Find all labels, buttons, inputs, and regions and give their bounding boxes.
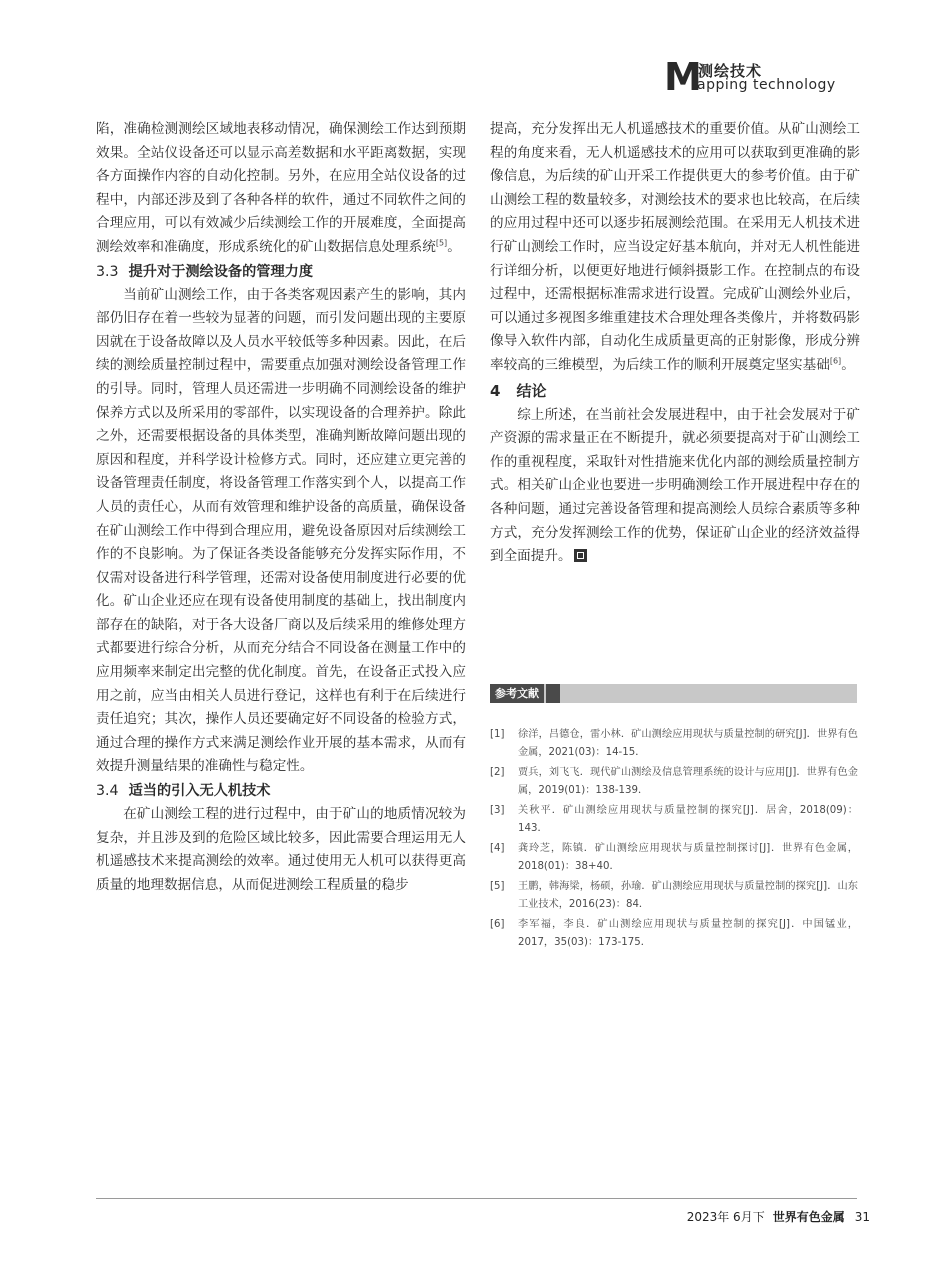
reference-item (490, 840, 858, 875)
reference-text: 李军福，李良．矿山测绘应用现状与质量控制的探究[J]．中国锰业，2017，35(03)：173-175． (518, 919, 858, 948)
paragraph: 当前矿山测绘工作，由于各类客观因素产生的影响，其内部仍旧存在着一些较为显著的问题，而引发问题出现的主要原因就在于设备故障以及人员水平较低等多种因素。因此，在后续的测绘质量控制过程中，需要重点加强对测绘设备管理工作的引导。同时，管理人员还需进一步明确不同测绘设备的维护保养方式以及所采用的零部件，以实现设备的合理养护。除此之外，还需要根据设备的具体类型，准确判断故障问题出现的原因和程度，并科学设计检修方式。同时，还应建立更完善的设备管理责任制度，将设备管理工作落实到个人，以提高工作人员的责任心，从而有效管理和维护设备的高质量，确保设备在矿山测绘工作中得到合理应用，避免设备原因对后续测绘工作的不良影响。为了保证各类设备能够充分发挥实际作用，不仅需对设备进行科学管理，还需对设备使用制度进行必要的优化。矿山企业还应在现有设备使用制度的基础上，找出制度内部存在的缺陷，对于各大设备厂商以及后续采用的维修处理方式都要进行综合分析，从而充分结合不同设备在测量工作中的应用频率来制定出完整的优化制度。首先，在设备正式投入应用之前，应当由相关人员进行登记，这样也有利于在后续进行责任追究；其次，操作人员还要确定好不同设备的检验方式，通过合理的操作方式来满足测绘作业开展的基本需求，从而有效提升测量结果的准确性与稳定性。 (96, 286, 466, 775)
magazine-name: 世界有色金属 (772, 1210, 845, 1224)
page-number: 31 (854, 1210, 870, 1224)
reference-number: [6] (490, 919, 505, 930)
logo-chinese-title: 测绘技术 (698, 62, 763, 80)
section-title: 结论 (516, 381, 547, 400)
end-mark-icon (574, 549, 587, 562)
issue-date: 2023年 6月下 (686, 1210, 765, 1224)
page-footer (687, 1208, 870, 1225)
section-number: 3.3 (96, 263, 119, 280)
reference-text: 王鹏，韩海梁，杨硕，孙瑜．矿山测绘应用现状与质量控制的探究[J]．山东工业技术，2016(23)：84． (518, 881, 858, 910)
references-label: 参考文献 (490, 684, 544, 703)
punctuation: 。 (447, 238, 461, 255)
reference-item (490, 764, 858, 799)
paragraph-text: 提高，充分发挥出无人机遥感技术的重要价值。从矿山测绘工程的角度来看，无人机遥感技术的应用可以获取到更准确的影像信息，为后续的矿山开采工作提供更大的参考价值。由于矿山测绘工程的数量较多，对测绘技术的要求也比较高，在后续的应用过程中还可以逐步拓展测绘范围。在采用无人机技术进行矿山测绘工作时，应当设定好基本航向，并对无人机性能进行详细分析，以便更好地进行倾斜摄影工作。在控制点的布设过程中，还需根据标准需求进行设置。完成矿山测绘外业后，可以通过多视图多维重建技术合理处理各类像片，并将数码影像导入软件内部，自动化生成质量更高的正射影像，形成分辨率较高的三维模型，为后续工作的顺利开展奠定坚实基础 (490, 121, 860, 373)
paragraph (490, 404, 860, 569)
footer-divider (96, 1198, 857, 1199)
reference-text: 徐洋，吕德仓，雷小林．矿山测绘应用现状与质量控制的研究[J]．世界有色金属，2021(03)：14-15． (518, 729, 858, 758)
section-title: 适当的引入无人机技术 (128, 783, 271, 800)
section-heading-3-3 (96, 260, 466, 284)
reference-number: [4] (490, 843, 505, 854)
reference-number: [2] (490, 767, 505, 778)
reference-item (490, 878, 858, 913)
reference-text: 龚玲芝，陈镇．矿山测绘应用现状与质量控制探讨[J]．世界有色金属，2018(01)：38+40． (518, 843, 858, 872)
paragraph-text: 陷，准确检测测绘区域地表移动情况，确保测绘工作达到预期效果。全站仪设备还可以显示高差数据和水平距离数据，实现各方面操作内容的自动化控制。另外，在应用全站仪设备的过程中，内部还涉及到了各种各样的软件，通过不同软件之间的合理应用，可以有效减少后续测绘工作的开展难度，全面提高测绘效率和准确度，形成系统化的矿山数据信息处理系统 (96, 121, 466, 255)
reference-number: [5] (490, 881, 505, 892)
reference-item (490, 916, 858, 951)
references-header (490, 684, 857, 703)
paragraph: 在矿山测绘工程的进行过程中，由于矿山的地质情况较为复杂，并且涉及到的危险区域比较多，因此需要合理运用无人机遥感技术来提高测绘的效率。通过使用无人机可以获得更高质量的地理数据信息，从而促进测绘工程质量的稳步 (96, 806, 466, 893)
reference-item (490, 726, 858, 761)
reference-number: [1] (490, 729, 505, 740)
section-heading-3-4 (96, 779, 466, 803)
logo-letter: M (664, 55, 702, 99)
section-number: 3.4 (96, 783, 119, 800)
section-title: 提升对于测绘设备的管理力度 (128, 263, 314, 280)
right-column (490, 118, 860, 569)
paragraph-text: 综上所述，在当前社会发展进程中，由于社会发展对于矿产资源的需求量正在不断提升，就必须要提高对于矿山测绘工作的重视程度，采取针对性措施来优化内部的测绘质量控制方式。相关矿山企业也要进一步明确测绘工作开展进程中存在的各种问题，通过完善设备管理和提高测绘人员综合素质等多种方式，充分发挥测绘工作的优势，保证矿山企业的经济效益得到全面提升。 (490, 406, 860, 565)
citation: [6] (829, 356, 842, 366)
journal-logo (664, 55, 854, 99)
citation: [5] (435, 238, 448, 248)
section-heading-4 (490, 378, 860, 404)
reference-number: [3] (490, 805, 505, 816)
left-column (96, 118, 466, 897)
reference-text: 贾兵，刘飞飞．现代矿山测绘及信息管理系统的设计与应用[J]．世界有色金属，2019(01)：138-139． (518, 767, 858, 796)
references-list (490, 726, 858, 954)
section-number: 4 (490, 381, 501, 400)
punctuation: 。 (841, 356, 855, 373)
reference-text: 关秋平．矿山测绘应用现状与质量控制的探究[J]．居舍，2018(09)：143． (518, 805, 858, 834)
paragraph (490, 118, 860, 378)
logo-english-title: apping technology (697, 77, 836, 93)
paragraph (96, 118, 466, 260)
references-bar-block (546, 684, 560, 703)
reference-item (490, 802, 858, 837)
